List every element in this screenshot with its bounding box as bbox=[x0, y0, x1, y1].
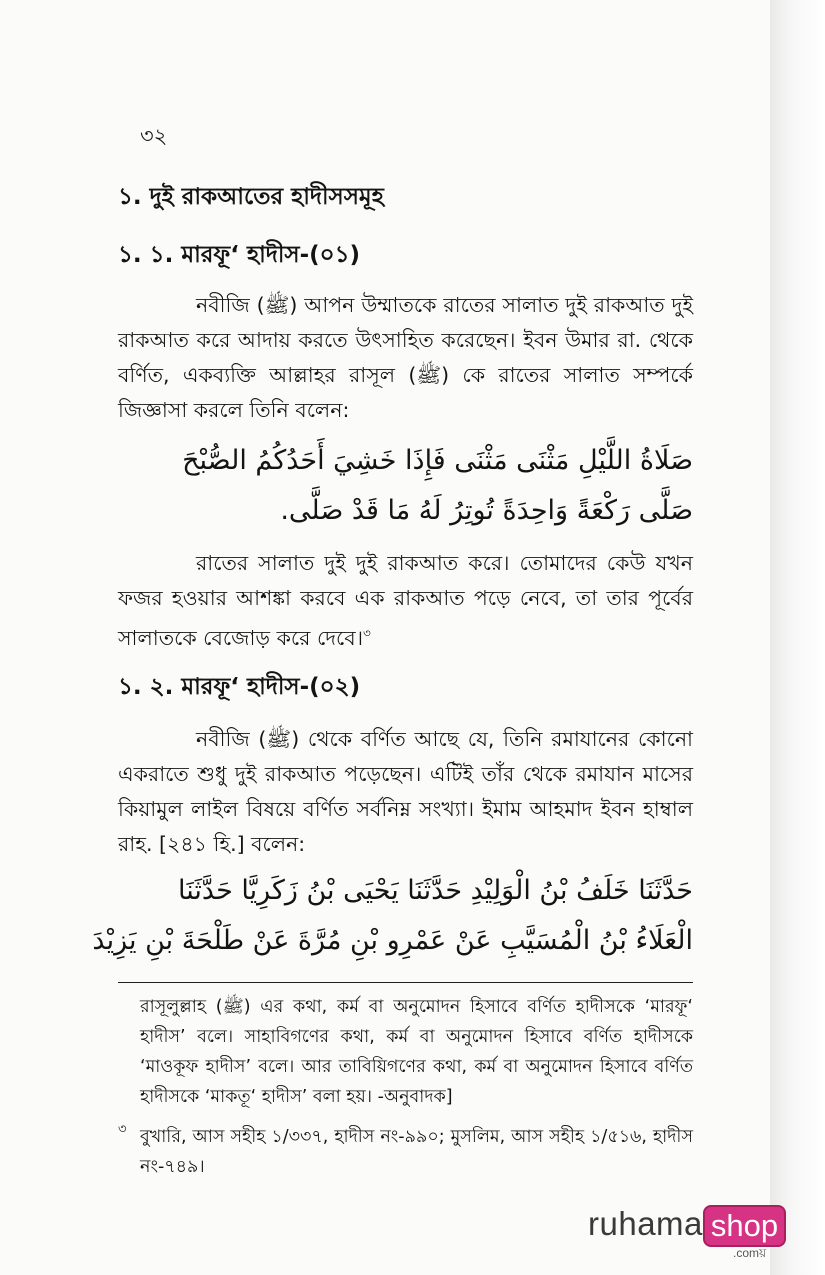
section-heading: ১. দুই রাকআতের হাদীসসমূহ bbox=[118, 184, 384, 210]
arabic-isnad bbox=[92, 866, 693, 966]
paragraph-translation-1 bbox=[118, 546, 693, 656]
footnote-ref-3[interactable]: ৩ bbox=[363, 626, 371, 640]
footnote-3: বুখারি, আস সহীহ ১/৩৩৭, হাদীস নং-৯৯০; মুসলিম, আস সহীহ ১/৫১৬, হাদীস নং-৭৪৯। bbox=[140, 1127, 693, 1177]
footnote-continued: রাসূলুল্লাহ (ﷺ) এর কথা, কর্ম বা অনুমোদন হিসাবে বর্ণিত হাদীসকে ‘মারফূ‘ হাদীস’ বলে। সাহাবিগণের কথা, কর্ম বা অনুমোদন হিসাবে বর্ণিত হাদীসকে ‘মাওকূফ হাদীস’ বলে। আর তাবিয়িগণের কথা, কর্ম বা অনুমোদন হিসাবে বর্ণিত হাদীসকে ‘মাকতূ‘ হাদীস’ বলা হয়। -অনুবাদক] bbox=[140, 997, 693, 1107]
page-number: ৩২ bbox=[140, 124, 168, 148]
subsection-heading-1: ১. ১. মারফূ‘ হাদীস-(০১) bbox=[118, 242, 361, 268]
paragraph-text: নবীজি (ﷺ) আপন উম্মাতকে রাতের সালাত দুই রাকআত দুই রাকআত করে আদায় করতে উৎসাহিত করেছেন। ইবন উমার রা. থেকে বর্ণিত, একব্যক্তি আল্লাহর রাসূল (ﷺ) কে রাতের সালাত সম্পর্কে জিজ্ঞাসা করলে তিনি বলেন: bbox=[118, 293, 694, 422]
page-spine-shadow bbox=[770, 0, 825, 1275]
footnote-mark-3: ৩ bbox=[118, 1122, 127, 1137]
paragraph-text: নবীজি (ﷺ) থেকে বর্ণিত আছে যে, তিনি রমাযানের কোনো একরাতে শুধু দুই রাকআত পড়েছেন। এটিই তাঁর থেকে রমাযান মাসের কিয়ামুল লাইল বিষয়ে বর্ণিত সর্বনিম্ন সংখ্যা। ইমাম আহমাদ ইবন হাম্বাল রাহ. [২৪১ হি.] বলেন: bbox=[118, 727, 694, 856]
paragraph-intro-1 bbox=[118, 288, 693, 428]
arabic-line: صَلَّى رَكْعَةً وَاحِدَةً تُوتِرُ لَهُ مَا قَدْ صَلَّى. bbox=[280, 495, 693, 526]
logo-text-ruhama: ruhama bbox=[588, 1205, 703, 1242]
arabic-line: حَدَّثَنَا خَلَفُ بْنُ الْوَلِيْدِ حَدَّثَنَا يَحْيَى بْنُ زَكَرِيَّا حَدَّثَنَا bbox=[178, 875, 693, 906]
subsection-heading-2: ১. ২. মারফূ‘ হাদীস-(০২) bbox=[118, 674, 361, 700]
paragraph-intro-2 bbox=[118, 722, 693, 862]
logo-text-shop: shop bbox=[703, 1205, 786, 1247]
arabic-line: صَلَاةُ اللَّيْلِ مَثْنَى مَثْنَى فَإِذَا خَشِيَ أَحَدُكُمُ الصُّبْحَ bbox=[182, 445, 693, 476]
arabic-hadith-1 bbox=[118, 436, 693, 536]
translation-text: রাতের সালাত দুই দুই রাকআত করে। তোমাদের কেউ যখন ফজর হওয়ার আশঙ্কা করবে এক রাকআত পড়ে নেবে, তা তার পূর্বের সালাতকে বেজোড় করে দেবে। bbox=[118, 551, 693, 650]
arabic-line: الْعَلَاءُ بْنُ الْمُسَيَّبِ عَنْ عَمْرِو بْنِ مُرَّةَ عَنْ طَلْحَةَ بْنِ يَزِيْدَ bbox=[92, 925, 693, 956]
ruhamashop-watermark-logo bbox=[588, 1205, 786, 1260]
footnote-divider bbox=[118, 982, 693, 983]
logo-text-com: .comয় bbox=[733, 1246, 767, 1260]
